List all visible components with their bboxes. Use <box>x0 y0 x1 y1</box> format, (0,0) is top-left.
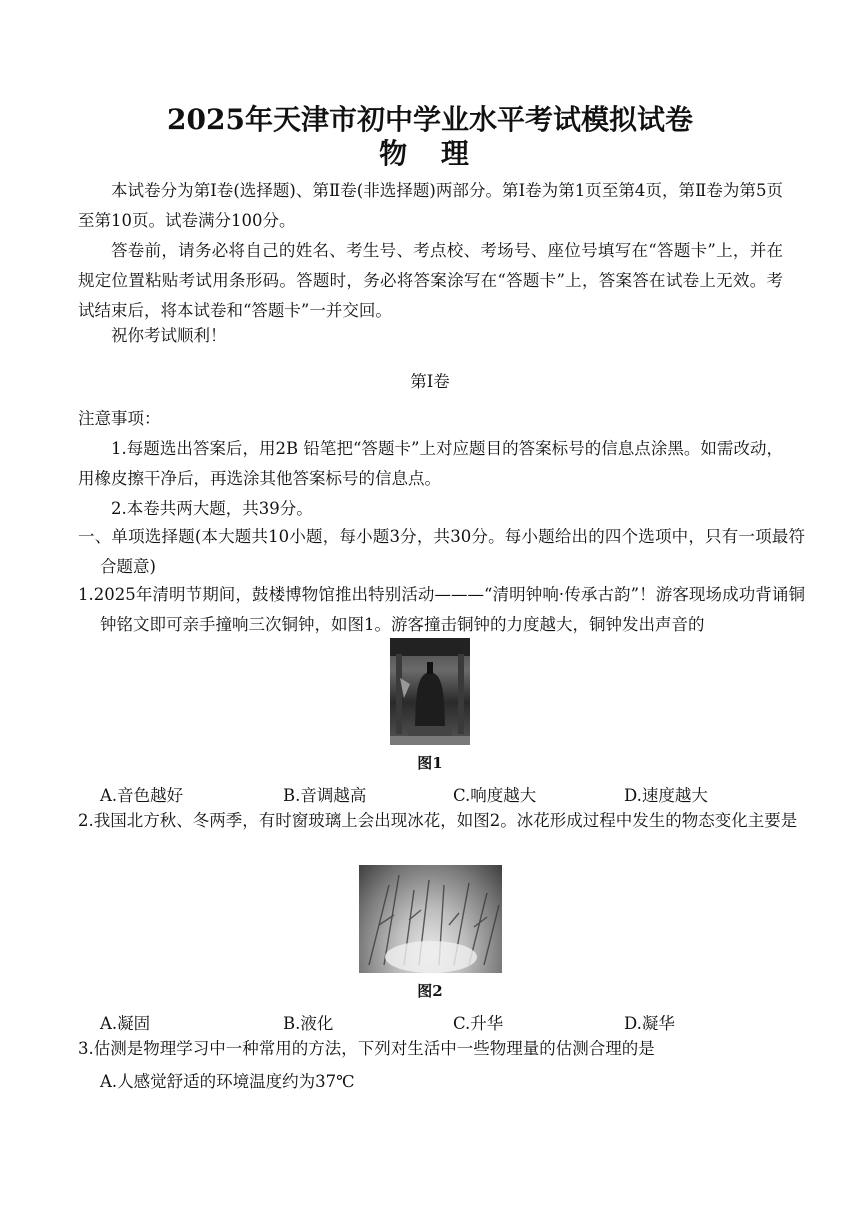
q1-option-b[interactable]: B.音调越高 <box>283 786 367 805</box>
exam-title: 2025年天津市初中学业水平考试模拟试卷 <box>167 103 693 136</box>
intro-paragraph-2: 答卷前，请务必将自己的姓名、考生号、考点校、考场号、座位号填写在“答题卡”上，并在规定位置粘贴考试用条形码。答题时，务必将答案涂写在“答题卡”上，答案答在试卷上无效。考试结束后，将本试卷和“答题卡”一并交回。 <box>78 241 783 320</box>
question-2-text: 2.我国北方秋、冬两季，有时窗玻璃上会出现冰花，如图2。冰花形成过程中发生的物态变化主要是 <box>78 811 798 830</box>
q2-option-c[interactable]: C.升华 <box>453 1014 504 1033</box>
notice-label: 注意事项： <box>78 409 161 428</box>
bronze-bell-figure <box>390 638 470 745</box>
figure-2-caption: 图2 <box>417 982 443 1000</box>
part-heading: 一、单项选择题(本大题共10小题，每小题3分，共30分。每小题给出的四个选项中，只有一项最符合题意) <box>78 527 805 576</box>
window-frost-figure <box>359 865 502 973</box>
q1-option-d[interactable]: D.速度越大 <box>624 786 708 805</box>
subject-title: 物 理 <box>379 137 481 170</box>
intro-paragraph-3: 祝你考试顺利！ <box>111 326 227 345</box>
question-3-text: 3.估测是物理学习中一种常用的方法，下列对生活中一些物理量的估测合理的是 <box>78 1039 655 1058</box>
section-heading: 第Ⅰ卷 <box>410 372 450 391</box>
q3-option-a[interactable]: A.人感觉舒适的环境温度约为37℃ <box>100 1072 355 1091</box>
figure-1-caption: 图1 <box>417 754 443 772</box>
q2-option-d[interactable]: D.凝华 <box>624 1014 675 1033</box>
q2-option-b[interactable]: B.液化 <box>283 1014 334 1033</box>
question-1-text: 1.2025年清明节期间，鼓楼博物馆推出特别活动———“清明钟响·传承古韵”！游客现场成功背诵铜钟铭文即可亲手撞响三次铜钟，如图1。游客撞击铜钟的力度越大，铜钟发出声音的 <box>78 585 805 634</box>
intro-paragraph-1: 本试卷分为第Ⅰ卷(选择题)、第Ⅱ卷(非选择题)两部分。第Ⅰ卷为第1页至第4页，第Ⅱ卷为第5页至第10页。试卷满分100分。 <box>78 181 783 230</box>
q1-option-a[interactable]: A.音色越好 <box>100 786 184 805</box>
q1-option-c[interactable]: C.响度越大 <box>453 786 537 805</box>
q2-option-a[interactable]: A.凝固 <box>100 1014 151 1033</box>
notice-item-2: 2.本卷共两大题，共39分。 <box>111 499 313 518</box>
window-frost-image <box>359 865 502 973</box>
bronze-bell-image <box>390 638 470 745</box>
notice-item-1: 1.每题选出答案后，用2B 铅笔把“答题卡”上对应题目的答案标号的信息点涂黑。如需改动，用橡皮擦干净后，再选涂其他答案标号的信息点。 <box>78 439 783 488</box>
